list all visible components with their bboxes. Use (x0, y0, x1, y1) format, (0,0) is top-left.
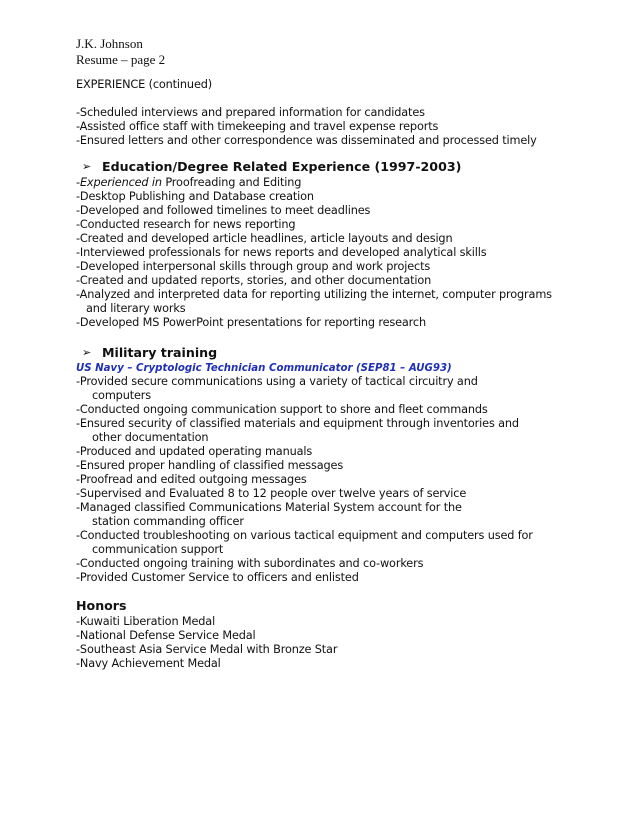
list-item: -Scheduled interviews and prepared information for candidates (76, 106, 425, 119)
education-list (76, 176, 576, 330)
experience-heading: EXPERIENCE (continued) (76, 78, 213, 91)
list-item: -Conducted ongoing training with subordinates and co-workers (76, 557, 424, 570)
arrow-bullet-icon: ➢ (82, 346, 92, 359)
military-list (76, 375, 576, 585)
list-item: -Southeast Asia Service Medal with Bronze Star (76, 643, 338, 656)
item-italic: Experienced in (79, 176, 162, 189)
list-item: -Ensured proper handling of classified messages (76, 459, 344, 472)
list-item: -Developed interpersonal skills through group and work projects (76, 260, 431, 273)
education-heading: Education/Degree Related Experience (1997-2003) (102, 159, 462, 174)
list-item: -Provided Customer Service to officers and enlisted (76, 571, 359, 584)
list-item: -Created and developed article headlines, article layouts and design (76, 232, 453, 245)
list-item: -Conducted troubleshooting on various tactical equipment and computers used for (76, 529, 533, 542)
list-item: -Developed and followed timelines to meet deadlines (76, 204, 371, 217)
list-item: -Ensured letters and other correspondence was disseminated and processed timely (76, 134, 537, 147)
list-item-continuation: computers (92, 389, 152, 402)
item-rest: Proofreading and Editing (161, 176, 302, 189)
list-item-continuation: and literary works (86, 302, 186, 315)
list-item: -Desktop Publishing and Database creation (76, 190, 314, 203)
honors-list (76, 615, 576, 671)
list-item: -Supervised and Evaluated 8 to 12 people over twelve years of service (76, 487, 467, 500)
military-heading-row (76, 344, 576, 362)
list-item: -Ensured security of classified materials and equipment through inventories and (76, 417, 519, 430)
list-item: -Conducted research for news reporting (76, 218, 296, 231)
list-item: -Produced and updated operating manuals (76, 445, 313, 458)
list-item: -Managed classified Communications Material System account for the (76, 501, 462, 514)
list-item: -Analyzed and interpreted data for reporting utilizing the internet, computer programs (76, 288, 552, 301)
list-item-continuation: other documentation (92, 431, 209, 444)
list-item-continuation: station commanding officer (92, 515, 244, 528)
list-item: -Provided secure communications using a variety of tactical circuitry and (76, 375, 478, 388)
military-role: US Navy – Cryptologic Technician Communicator (SEP81 – AUG93) (76, 363, 452, 374)
resume-page (76, 36, 576, 671)
author-name: J.K. Johnson (76, 36, 143, 51)
list-item: -Proofread and edited outgoing messages (76, 473, 307, 486)
list-item-continuation: communication support (92, 543, 224, 556)
page-label: Resume – page 2 (76, 52, 166, 67)
experience-list (76, 106, 576, 148)
list-item (76, 176, 576, 190)
military-heading: Military training (102, 345, 218, 360)
arrow-bullet-icon: ➢ (82, 160, 92, 173)
list-item: -Assisted office staff with timekeeping and travel expense reports (76, 120, 439, 133)
list-item: -Interviewed professionals for news reports and developed analytical skills (76, 246, 487, 259)
list-item: -Created and updated reports, stories, and other documentation (76, 274, 432, 287)
list-item: -Kuwaiti Liberation Medal (76, 615, 216, 628)
honors-heading: Honors (76, 598, 127, 613)
list-item: -Developed MS PowerPoint presentations for reporting research (76, 316, 426, 329)
list-item: -National Defense Service Medal (76, 629, 256, 642)
list-item: -Conducted ongoing communication support to shore and fleet commands (76, 403, 488, 416)
list-item: -Navy Achievement Medal (76, 657, 221, 670)
item-prefix: - (76, 176, 80, 189)
education-heading-row (76, 158, 576, 176)
